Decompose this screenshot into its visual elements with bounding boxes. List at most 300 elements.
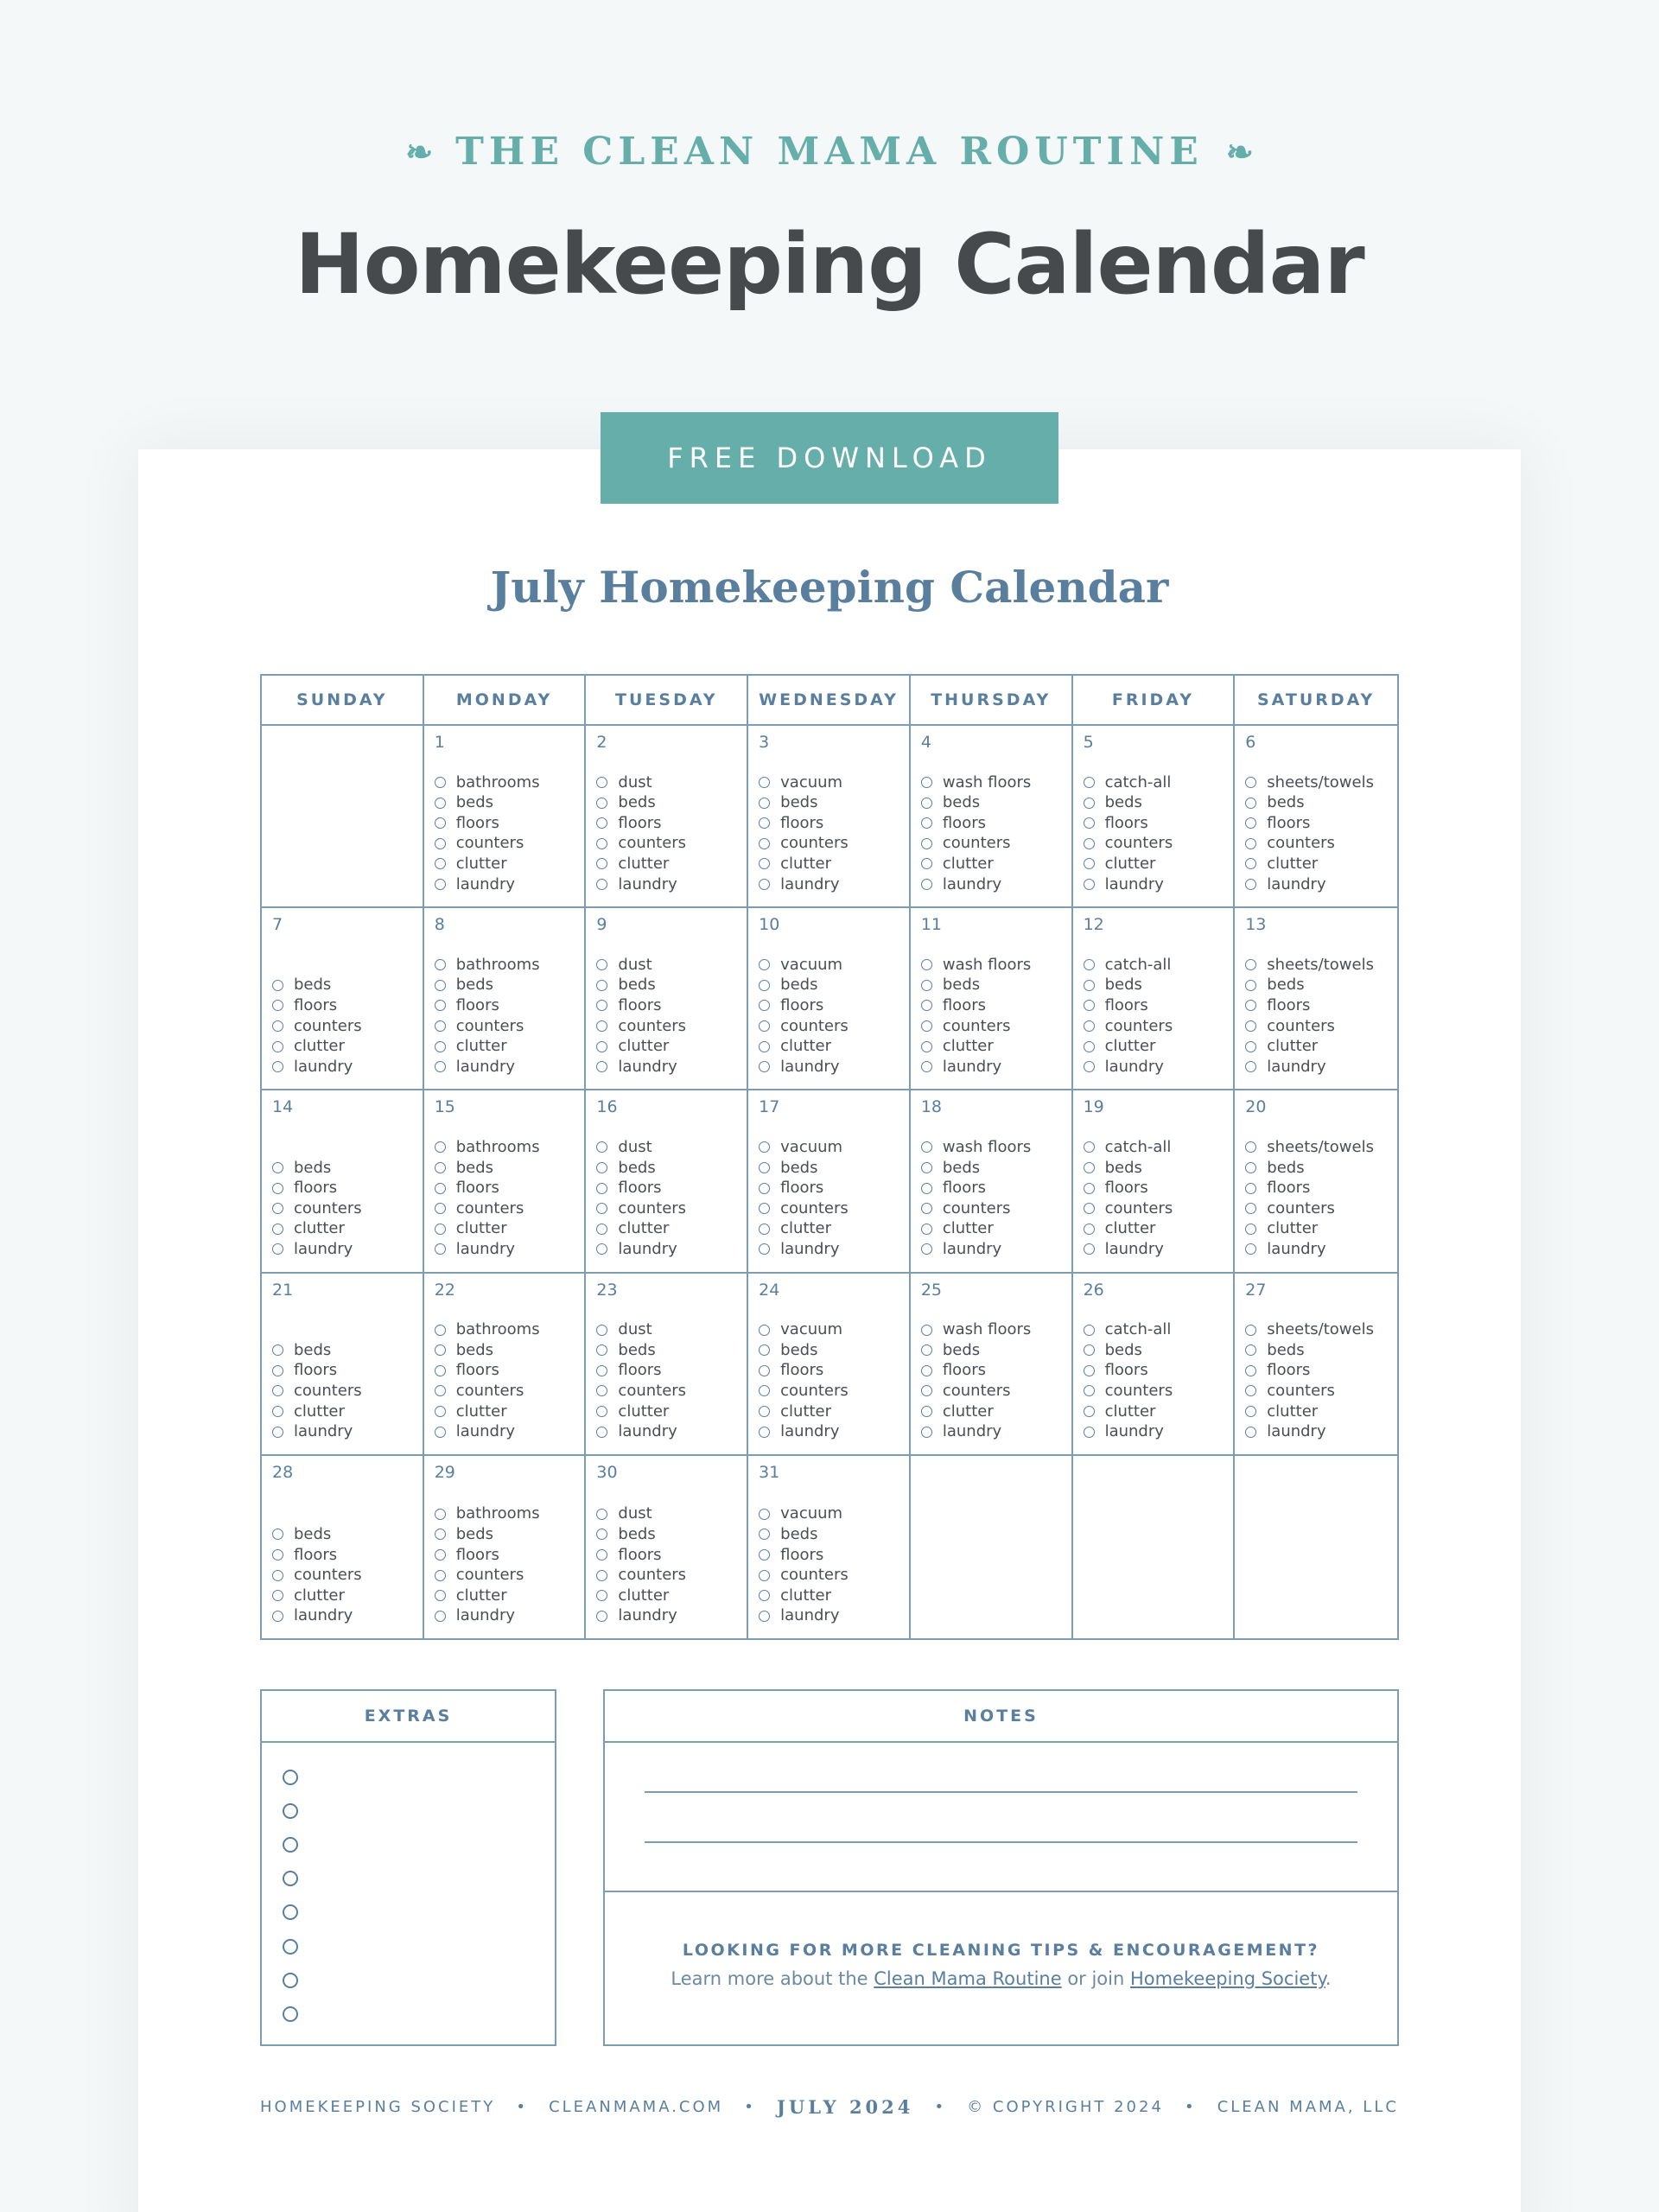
task-checkbox[interactable]	[921, 1427, 932, 1438]
task-checkbox[interactable]	[759, 858, 770, 869]
task-checkbox[interactable]	[1084, 959, 1095, 970]
task-label: laundry	[942, 1422, 1002, 1441]
task-checkbox[interactable]	[596, 1000, 607, 1011]
task-checkbox[interactable]	[596, 1549, 607, 1560]
day-number: 9	[596, 915, 607, 935]
task-item	[921, 1421, 1031, 1442]
task-checkbox[interactable]	[1245, 1427, 1256, 1438]
task-checkbox[interactable]	[1245, 777, 1256, 788]
task-checkbox[interactable]	[435, 980, 446, 991]
task-checkbox[interactable]	[1245, 1365, 1256, 1376]
task-checkbox[interactable]	[272, 1427, 283, 1438]
task-item	[596, 874, 686, 895]
task-list	[596, 1503, 686, 1626]
task-checkbox[interactable]	[759, 1141, 770, 1153]
calendar-day-cell	[424, 1456, 587, 1638]
task-checkbox[interactable]	[921, 1406, 932, 1417]
task-label: bathrooms	[455, 1138, 540, 1157]
task-checkbox[interactable]	[759, 879, 770, 890]
task-checkbox[interactable]	[1245, 1243, 1256, 1255]
task-checkbox[interactable]	[272, 1549, 283, 1560]
task-item	[596, 1036, 686, 1057]
task-checkbox[interactable]	[435, 1061, 446, 1072]
task-checkbox[interactable]	[435, 1203, 446, 1214]
task-item	[759, 1545, 849, 1566]
task-checkbox[interactable]	[272, 1183, 283, 1194]
task-checkbox[interactable]	[1084, 1000, 1095, 1011]
task-checkbox[interactable]	[596, 1162, 607, 1173]
task-label: floors	[618, 1361, 662, 1380]
task-checkbox[interactable]	[435, 959, 446, 970]
task-label: clutter	[455, 855, 507, 873]
task-checkbox[interactable]	[921, 1365, 932, 1376]
extras-checkbox[interactable]	[283, 1871, 298, 1886]
task-checkbox[interactable]	[596, 1041, 607, 1052]
extras-item	[283, 1827, 555, 1861]
eyebrow-heading	[0, 130, 1659, 174]
free-download-button[interactable]: FREE DOWNLOAD	[601, 412, 1058, 504]
task-item	[1245, 1381, 1374, 1402]
task-checkbox[interactable]	[921, 1203, 932, 1214]
task-checkbox[interactable]	[1084, 1041, 1095, 1052]
task-checkbox[interactable]	[1084, 980, 1095, 991]
task-checkbox[interactable]	[1084, 1183, 1095, 1194]
task-checkbox[interactable]	[921, 1385, 932, 1396]
task-item	[1245, 1319, 1374, 1340]
task-item	[596, 1605, 686, 1626]
task-checkbox[interactable]	[596, 798, 607, 809]
task-label: laundry	[780, 1240, 840, 1258]
task-checkbox[interactable]	[272, 1406, 283, 1417]
task-checkbox[interactable]	[435, 1162, 446, 1173]
task-label: catch-all	[1104, 1320, 1172, 1339]
task-label: clutter	[294, 1586, 345, 1605]
task-checkbox[interactable]	[1084, 1224, 1095, 1235]
task-checkbox[interactable]	[435, 1344, 446, 1356]
task-label: clutter	[294, 1037, 345, 1056]
task-checkbox[interactable]	[759, 1020, 770, 1032]
task-checkbox[interactable]	[272, 1203, 283, 1214]
task-checkbox[interactable]	[272, 980, 283, 991]
task-item	[921, 1402, 1031, 1422]
task-checkbox[interactable]	[596, 858, 607, 869]
task-checkbox[interactable]	[1245, 1000, 1256, 1011]
task-label: laundry	[942, 874, 1002, 893]
task-item	[1245, 854, 1374, 874]
task-checkbox[interactable]	[1245, 858, 1256, 869]
task-checkbox[interactable]	[596, 959, 607, 970]
task-checkbox[interactable]	[1084, 1325, 1095, 1336]
task-checkbox[interactable]	[596, 1385, 607, 1396]
task-label: beds	[455, 793, 494, 812]
task-checkbox[interactable]	[1245, 1385, 1256, 1396]
calendar-day-cell	[424, 1090, 587, 1273]
task-checkbox[interactable]	[921, 858, 932, 869]
task-checkbox[interactable]	[1084, 1365, 1095, 1376]
task-label: laundry	[294, 1422, 353, 1441]
task-checkbox[interactable]	[759, 1549, 770, 1560]
task-checkbox[interactable]	[435, 777, 446, 788]
task-checkbox[interactable]	[921, 1344, 932, 1356]
task-checkbox[interactable]	[759, 798, 770, 809]
task-checkbox[interactable]	[759, 980, 770, 991]
notes-lines-area[interactable]	[605, 1743, 1397, 1892]
extras-box	[260, 1689, 556, 2046]
task-checkbox[interactable]	[1245, 1061, 1256, 1072]
task-item	[1245, 1340, 1374, 1361]
task-item	[759, 1360, 849, 1381]
task-checkbox[interactable]	[921, 1141, 932, 1153]
task-checkbox[interactable]	[759, 1183, 770, 1194]
task-checkbox[interactable]	[596, 1243, 607, 1255]
task-checkbox[interactable]	[1245, 980, 1256, 991]
task-checkbox[interactable]	[435, 1224, 446, 1235]
task-item	[435, 1198, 540, 1219]
day-number: 14	[272, 1097, 294, 1117]
task-checkbox[interactable]	[435, 798, 446, 809]
task-checkbox[interactable]	[1245, 1325, 1256, 1336]
task-checkbox[interactable]	[921, 798, 932, 809]
task-checkbox[interactable]	[435, 858, 446, 869]
task-checkbox[interactable]	[435, 1325, 446, 1336]
task-checkbox[interactable]	[596, 1611, 607, 1622]
task-checkbox[interactable]	[272, 1570, 283, 1581]
task-label: laundry	[455, 1057, 516, 1076]
task-checkbox[interactable]	[272, 1385, 283, 1396]
task-item	[1245, 1036, 1374, 1057]
task-item	[759, 1239, 849, 1260]
task-checkbox[interactable]	[596, 1570, 607, 1581]
task-checkbox[interactable]	[921, 1061, 932, 1072]
day-number: 3	[759, 733, 770, 752]
task-checkbox[interactable]	[1084, 1203, 1095, 1214]
task-checkbox[interactable]	[435, 1570, 446, 1581]
task-label: laundry	[1267, 874, 1326, 893]
homekeeping-society-link[interactable]: Homekeeping Society	[1129, 1968, 1325, 1989]
task-checkbox[interactable]	[921, 959, 932, 970]
task-label: wash floors	[942, 772, 1032, 791]
extras-checkbox[interactable]	[283, 1803, 298, 1819]
task-item	[921, 1198, 1031, 1219]
task-checkbox[interactable]	[272, 1000, 283, 1011]
task-checkbox[interactable]	[759, 1000, 770, 1011]
task-checkbox[interactable]	[1084, 1061, 1095, 1072]
task-checkbox[interactable]	[1084, 858, 1095, 869]
task-checkbox[interactable]	[759, 1509, 770, 1520]
task-checkbox[interactable]	[1245, 1344, 1256, 1356]
extras-checkbox[interactable]	[283, 1939, 298, 1955]
task-checkbox[interactable]	[272, 1224, 283, 1235]
task-item	[435, 874, 540, 895]
task-item	[596, 975, 686, 995]
task-checkbox[interactable]	[435, 1406, 446, 1417]
task-checkbox[interactable]	[596, 1590, 607, 1601]
task-checkbox[interactable]	[435, 879, 446, 890]
task-checkbox[interactable]	[759, 1224, 770, 1235]
task-checkbox[interactable]	[596, 980, 607, 991]
task-checkbox[interactable]	[435, 1183, 446, 1194]
task-label: floors	[942, 813, 986, 832]
clean-mama-routine-link[interactable]: Clean Mama Routine	[874, 1968, 1062, 1989]
day-number: 27	[1245, 1280, 1267, 1300]
task-label: beds	[618, 1158, 656, 1177]
task-checkbox[interactable]	[1084, 817, 1095, 829]
task-item	[596, 1340, 686, 1361]
task-checkbox[interactable]	[1245, 879, 1256, 890]
task-label: counters	[1104, 834, 1173, 853]
task-checkbox[interactable]	[272, 1590, 283, 1601]
task-checkbox[interactable]	[596, 817, 607, 829]
task-label: laundry	[294, 1606, 353, 1625]
task-checkbox[interactable]	[272, 1529, 283, 1540]
task-checkbox[interactable]	[1084, 1344, 1095, 1356]
task-checkbox[interactable]	[1245, 817, 1256, 829]
task-checkbox[interactable]	[1245, 1183, 1256, 1194]
task-item	[1084, 1036, 1173, 1057]
task-checkbox[interactable]	[596, 1529, 607, 1540]
footer	[260, 2096, 1399, 2118]
weekday-header: FRIDAY	[1073, 676, 1236, 726]
task-item	[596, 1402, 686, 1422]
task-checkbox[interactable]	[921, 1000, 932, 1011]
task-checkbox[interactable]	[435, 1243, 446, 1255]
task-checkbox[interactable]	[1245, 798, 1256, 809]
task-checkbox[interactable]	[1084, 1385, 1095, 1396]
task-checkbox[interactable]	[759, 1529, 770, 1540]
task-item	[1245, 1421, 1374, 1442]
task-item	[1084, 1057, 1173, 1077]
task-label: bathrooms	[455, 772, 540, 791]
extras-title: EXTRAS	[262, 1691, 555, 1743]
calendar-day-cell	[748, 726, 911, 908]
task-label: counters	[780, 1016, 849, 1035]
task-checkbox[interactable]	[921, 1041, 932, 1052]
footer-copyright: © COPYRIGHT 2024	[967, 2098, 1164, 2116]
task-checkbox[interactable]	[1084, 1243, 1095, 1255]
task-label: laundry	[618, 1606, 677, 1625]
task-label: floors	[455, 1361, 499, 1380]
task-checkbox[interactable]	[1084, 1406, 1095, 1417]
task-item	[435, 995, 540, 1016]
task-checkbox[interactable]	[921, 777, 932, 788]
day-number: 28	[272, 1462, 294, 1482]
extras-checkbox[interactable]	[283, 1770, 298, 1785]
task-checkbox[interactable]	[596, 1183, 607, 1194]
empty-day-cell	[911, 1456, 1073, 1638]
task-checkbox[interactable]	[759, 1061, 770, 1072]
task-checkbox[interactable]	[596, 1203, 607, 1214]
task-checkbox[interactable]	[759, 1325, 770, 1336]
task-label: clutter	[780, 1586, 832, 1605]
task-checkbox[interactable]	[759, 959, 770, 970]
task-checkbox[interactable]	[759, 1344, 770, 1356]
task-label: beds	[1104, 976, 1142, 995]
task-checkbox[interactable]	[1245, 1041, 1256, 1052]
task-checkbox[interactable]	[1084, 879, 1095, 890]
task-checkbox[interactable]	[435, 1365, 446, 1376]
task-label: floors	[618, 1179, 662, 1198]
task-label: floors	[455, 1545, 499, 1564]
task-checkbox[interactable]	[759, 1385, 770, 1396]
task-checkbox[interactable]	[1084, 1020, 1095, 1032]
task-label: counters	[1104, 1016, 1173, 1035]
task-checkbox[interactable]	[596, 1020, 607, 1032]
task-label: clutter	[618, 1219, 670, 1238]
promo-text-3: .	[1325, 1968, 1332, 1989]
empty-day-cell	[262, 726, 424, 908]
calendar-day-cell	[1235, 1090, 1397, 1273]
task-item	[596, 1586, 686, 1606]
task-checkbox[interactable]	[596, 1365, 607, 1376]
task-checkbox[interactable]	[1245, 838, 1256, 849]
task-label: floors	[294, 996, 338, 1015]
task-checkbox[interactable]	[1084, 798, 1095, 809]
extras-checkbox[interactable]	[283, 1973, 298, 1988]
task-checkbox[interactable]	[1084, 838, 1095, 849]
task-checkbox[interactable]	[435, 1427, 446, 1438]
task-checkbox[interactable]	[1245, 1020, 1256, 1032]
task-checkbox[interactable]	[1245, 1203, 1256, 1214]
task-label: vacuum	[780, 1320, 843, 1339]
task-checkbox[interactable]	[921, 1020, 932, 1032]
calendar-day-cell	[748, 1456, 911, 1638]
task-checkbox[interactable]	[596, 777, 607, 788]
task-checkbox[interactable]	[921, 1325, 932, 1336]
task-checkbox[interactable]	[759, 1243, 770, 1255]
task-checkbox[interactable]	[921, 1183, 932, 1194]
task-checkbox[interactable]	[272, 1041, 283, 1052]
task-checkbox[interactable]	[596, 1224, 607, 1235]
task-checkbox[interactable]	[759, 817, 770, 829]
promo-section	[605, 1892, 1397, 1989]
task-checkbox[interactable]	[759, 777, 770, 788]
task-item	[759, 1421, 849, 1442]
extras-checkbox[interactable]	[283, 1837, 298, 1853]
task-checkbox[interactable]	[1084, 1141, 1095, 1153]
task-item	[1245, 792, 1374, 813]
task-checkbox[interactable]	[921, 1162, 932, 1173]
task-item	[1084, 1158, 1173, 1179]
task-label: floors	[1267, 813, 1311, 832]
task-checkbox[interactable]	[1084, 777, 1095, 788]
task-checkbox[interactable]	[272, 1162, 283, 1173]
task-checkbox[interactable]	[1245, 1162, 1256, 1173]
task-item	[921, 955, 1031, 976]
task-checkbox[interactable]	[596, 1344, 607, 1356]
task-label: laundry	[1104, 1057, 1164, 1076]
task-label: laundry	[780, 1606, 840, 1625]
task-checkbox[interactable]	[1245, 1141, 1256, 1153]
task-checkbox[interactable]	[435, 1041, 446, 1052]
task-checkbox[interactable]	[921, 879, 932, 890]
task-checkbox[interactable]	[759, 1203, 770, 1214]
task-checkbox[interactable]	[272, 1344, 283, 1356]
task-checkbox[interactable]	[272, 1243, 283, 1255]
task-item	[1245, 1158, 1374, 1179]
task-checkbox[interactable]	[596, 1061, 607, 1072]
task-checkbox[interactable]	[1084, 1162, 1095, 1173]
task-item	[596, 854, 686, 874]
task-checkbox[interactable]	[759, 1590, 770, 1601]
task-checkbox[interactable]	[1245, 959, 1256, 970]
extras-checkbox[interactable]	[283, 1904, 298, 1920]
task-label: counters	[1267, 1016, 1335, 1035]
task-checkbox[interactable]	[435, 838, 446, 849]
task-item	[272, 1402, 362, 1422]
task-checkbox[interactable]	[435, 1549, 446, 1560]
task-checkbox[interactable]	[272, 1061, 283, 1072]
task-label: floors	[1104, 1361, 1148, 1380]
extras-checkbox[interactable]	[283, 2006, 298, 2022]
task-checkbox[interactable]	[596, 879, 607, 890]
task-item	[435, 1421, 540, 1442]
task-checkbox[interactable]	[759, 1041, 770, 1052]
day-number: 15	[434, 1097, 455, 1117]
task-item	[272, 1218, 362, 1239]
task-item	[1245, 955, 1374, 976]
task-label: clutter	[1267, 1219, 1319, 1238]
task-checkbox[interactable]	[921, 838, 932, 849]
task-checkbox[interactable]	[435, 1509, 446, 1520]
task-checkbox[interactable]	[435, 1020, 446, 1032]
task-checkbox[interactable]	[435, 1141, 446, 1153]
task-checkbox[interactable]	[759, 1162, 770, 1173]
task-item	[596, 792, 686, 813]
task-checkbox[interactable]	[596, 1325, 607, 1336]
task-checkbox[interactable]	[596, 1509, 607, 1520]
task-label: clutter	[942, 1219, 994, 1238]
task-checkbox[interactable]	[759, 1365, 770, 1376]
task-checkbox[interactable]	[596, 1427, 607, 1438]
task-checkbox[interactable]	[1084, 1427, 1095, 1438]
task-checkbox[interactable]	[596, 1141, 607, 1153]
task-checkbox[interactable]	[921, 1224, 932, 1235]
calendar-day-cell	[1073, 1274, 1236, 1456]
task-item	[759, 1586, 849, 1606]
task-list	[1084, 1319, 1173, 1442]
task-checkbox[interactable]	[272, 1020, 283, 1032]
task-item	[759, 1565, 849, 1586]
task-label: beds	[1267, 1158, 1305, 1177]
task-checkbox[interactable]	[435, 1590, 446, 1601]
task-checkbox[interactable]	[435, 1529, 446, 1540]
task-checkbox[interactable]	[759, 1406, 770, 1417]
task-checkbox[interactable]	[759, 838, 770, 849]
task-label: counters	[780, 834, 849, 853]
task-checkbox[interactable]	[435, 1611, 446, 1622]
task-checkbox[interactable]	[759, 1427, 770, 1438]
task-checkbox[interactable]	[1245, 1224, 1256, 1235]
day-number: 8	[434, 915, 445, 935]
task-checkbox[interactable]	[921, 817, 932, 829]
task-checkbox[interactable]	[921, 980, 932, 991]
task-checkbox[interactable]	[435, 1000, 446, 1011]
task-checkbox[interactable]	[435, 817, 446, 829]
task-checkbox[interactable]	[272, 1365, 283, 1376]
task-checkbox[interactable]	[921, 1243, 932, 1255]
task-item	[1084, 1319, 1173, 1340]
task-checkbox[interactable]	[1245, 1406, 1256, 1417]
task-checkbox[interactable]	[759, 1570, 770, 1581]
task-label: clutter	[780, 1402, 832, 1421]
task-checkbox[interactable]	[272, 1611, 283, 1622]
task-item	[759, 854, 849, 874]
task-checkbox[interactable]	[596, 838, 607, 849]
task-item	[1084, 1360, 1173, 1381]
task-checkbox[interactable]	[596, 1406, 607, 1417]
task-checkbox[interactable]	[435, 1385, 446, 1396]
task-checkbox[interactable]	[759, 1611, 770, 1622]
